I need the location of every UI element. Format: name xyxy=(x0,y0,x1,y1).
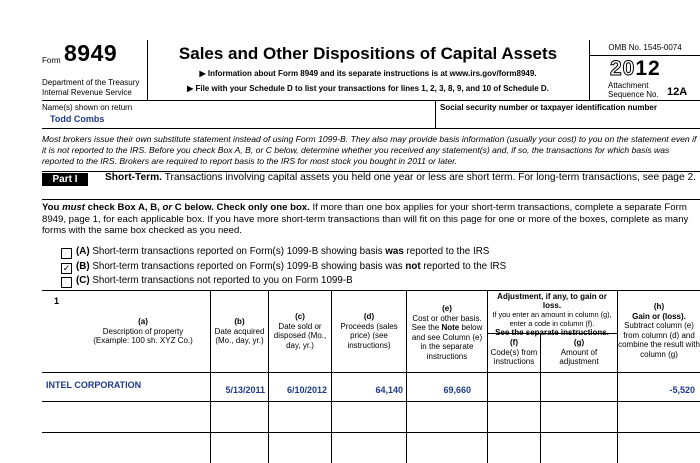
instr-rest: If more than one box applies for your short-term transactions, complete a separate Form 8949, page 1, for each applicable box. If you have more short-term transactions than will fit on this page for one or more of the boxes, complete as many forms with the same box checked as you need. xyxy=(42,202,689,236)
col-a-header xyxy=(88,317,198,346)
adjustment-sub: If you enter an amount in column (g), enter a code in column (f). xyxy=(492,310,612,328)
row1-proceeds[interactable]: 64,140 xyxy=(375,385,403,395)
omb-number: OMB No. 1545-0074 xyxy=(608,43,682,52)
col-c-letter: (c) xyxy=(295,312,305,321)
col-h-bold: Gain or (loss). xyxy=(632,311,686,321)
name-ssn-divider xyxy=(435,101,436,128)
adjustment-title: Adjustment, if any, to gain or loss. xyxy=(497,292,607,310)
tax-year xyxy=(610,57,661,81)
col-d-text: Proceeds (sales price) (see instructions) xyxy=(340,321,398,350)
instr-must: must xyxy=(62,202,85,213)
col-divider-bc xyxy=(268,290,269,463)
ssn-label: Social security number or taxpayer identification number xyxy=(440,103,657,112)
box-a-letter: (A) xyxy=(76,246,90,257)
col-h-text: Subtract column (e) from column (d) and combine the result with column (g) xyxy=(618,321,700,359)
col-divider-ab xyxy=(210,290,211,463)
instr-bold: check Box A, B, xyxy=(85,202,163,213)
col-a-letter: (a) xyxy=(138,317,148,326)
line-number: 1 xyxy=(54,296,60,306)
attachment-label: Attachment xyxy=(608,81,649,90)
sequence-label: Sequence No. xyxy=(608,90,659,99)
col-h-letter: (h) xyxy=(653,302,665,311)
name-row-bottom-rule xyxy=(42,128,700,129)
form-title: Sales and Other Dispositions of Capital Assets xyxy=(178,44,558,63)
row1-gain-loss[interactable]: -5,520 xyxy=(669,385,695,395)
row1-description[interactable]: INTEL CORPORATION xyxy=(46,380,142,390)
col-g-letter: (g) xyxy=(573,338,585,347)
form-prefix: Form xyxy=(42,56,61,65)
col-g-text: Amount of adjustment xyxy=(559,347,599,366)
col-f-header xyxy=(488,338,540,367)
box-b-bold: not xyxy=(405,261,421,272)
row1-bottom-rule xyxy=(42,401,700,402)
col-e-text-end: below and see Column (e) in the separate instructions xyxy=(411,323,483,361)
row1-date-sold[interactable]: 6/10/2012 xyxy=(286,385,327,395)
part1-heading xyxy=(105,172,700,184)
form-number: 8949 xyxy=(64,40,118,66)
info-line: ▶ Information about Form 8949 and its separate instructions is at www.irs.gov/form8949. xyxy=(199,69,537,78)
omb-divider xyxy=(590,55,700,56)
col-e-note: Note xyxy=(441,323,460,332)
box-b-checkbox[interactable]: ✓ xyxy=(62,263,71,273)
irs-label: Internal Revenue Service xyxy=(42,88,132,97)
col-h-header xyxy=(618,302,700,359)
col-d-letter: (d) xyxy=(363,312,375,321)
box-a-bold: was xyxy=(385,246,404,257)
adjustment-header xyxy=(488,292,616,337)
broker-notice: Most brokers issue their own substitute statement instead of using Form 1099-B. They also may provide basis information (usually your cost) to you on the statement even if it is not reported to the IRS. Before you check Box A, B, or C below, determine whether you received any statement(s) and, if so, the transactions for which basis was reported to the IRS. Brokers are required to report basis to the IRS for most stock you bought in 2011 or later. xyxy=(42,134,697,166)
box-c-label xyxy=(76,275,353,286)
instr-bold2: C below. Check only one box. xyxy=(172,202,310,213)
col-f-text: Code(s) from instructions xyxy=(490,347,538,366)
tax-year-prefix: 20 xyxy=(610,57,636,80)
box-a-checkbox[interactable] xyxy=(61,248,72,259)
col-c-text: Date sold or disposed (Mo., day, yr.) xyxy=(273,321,327,350)
header-divider-right xyxy=(589,40,590,100)
part1-heading-rest: Transactions involving capital assets you held one year or less are short term. For long-term transactions, see page 2. xyxy=(161,172,696,183)
header-divider-left xyxy=(147,40,148,100)
col-d-header xyxy=(333,312,405,350)
col-b-letter: (b) xyxy=(234,317,245,326)
part1-heading-bold: Short-Term. xyxy=(105,172,162,183)
box-b-text-end: reported to the IRS xyxy=(420,261,507,272)
header-bottom-rule xyxy=(42,100,700,101)
row1-cost-basis[interactable]: 69,660 xyxy=(443,385,471,395)
box-b-label xyxy=(76,261,506,272)
table-header-rule xyxy=(42,372,700,373)
tax-year-suffix: 12 xyxy=(635,57,661,80)
col-e-text: Cost or other basis. See the xyxy=(411,313,482,332)
part1-heading-rule xyxy=(42,199,700,200)
name-label: Name(s) shown on return xyxy=(42,103,133,112)
col-divider-cd xyxy=(331,290,332,463)
ssn-field[interactable] xyxy=(440,114,695,126)
row2-bottom-rule xyxy=(42,432,700,433)
col-b-text: Date acquired (Mo., day, yr.) xyxy=(214,326,265,345)
taxpayer-name[interactable]: Todd Combs xyxy=(50,114,105,124)
box-c-letter: (C) xyxy=(76,275,90,286)
col-b-header xyxy=(211,317,268,346)
col-divider-de xyxy=(406,290,407,463)
sequence-number: 12A xyxy=(667,86,688,98)
adjustment-see: See the separate instructions. xyxy=(495,328,609,337)
part1-badge: Part I xyxy=(42,173,88,186)
col-e-letter: (e) xyxy=(442,304,452,313)
file-line: ▶ File with your Schedule D to list your transactions for lines 1, 2, 3, 8, 9, and 10 of Schedule D. xyxy=(187,84,549,93)
col-g-header xyxy=(541,338,617,367)
col-c-header xyxy=(270,312,330,350)
col-f-letter: (f) xyxy=(510,338,518,347)
instr-or: or xyxy=(162,202,173,213)
instr-you: You xyxy=(42,202,63,213)
box-b-letter: (B) xyxy=(76,261,90,272)
row1-date-acquired[interactable]: 5/13/2011 xyxy=(225,385,265,395)
box-a-label xyxy=(76,246,489,257)
department-label: Department of the Treasury xyxy=(42,78,140,87)
col-a-text: Description of property (Example: 100 sh. XYZ Co.) xyxy=(93,326,193,345)
box-a-text-end: reported to the IRS xyxy=(403,246,490,257)
box-c-checkbox[interactable] xyxy=(61,277,72,288)
table-top-rule xyxy=(42,290,700,291)
part1-instructions xyxy=(42,202,700,237)
box-b-text: Short-term transactions reported on Form(s) 1099-B showing basis was xyxy=(89,261,406,272)
box-c-text: Short-term transactions not reported to you on Form 1099-B xyxy=(89,275,353,286)
col-e-header xyxy=(408,304,486,361)
box-a-text: Short-term transactions reported on Form(s) 1099-B showing basis xyxy=(89,246,386,257)
